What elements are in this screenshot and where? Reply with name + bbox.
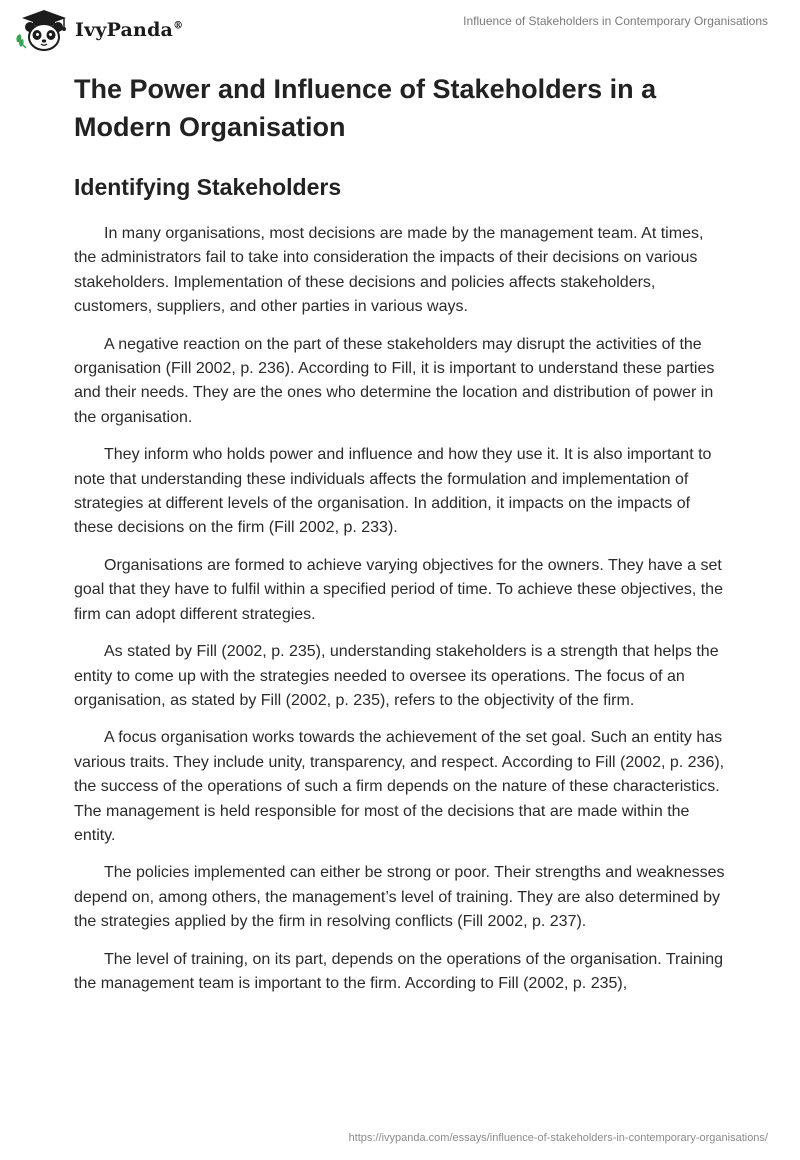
article-content xyxy=(74,70,726,1009)
article-title: The Power and Influence of Stakeholders in a Modern Organisation xyxy=(74,74,657,142)
paragraph: The level of training, on its part, depends on the operations of the organisation. Training the management team is important to the firm. According to Fill (2002, p. 235), xyxy=(74,950,724,992)
article-body xyxy=(74,222,726,996)
logo-wordmark xyxy=(75,19,183,41)
logo-text: IvyPanda xyxy=(75,19,174,41)
paragraph: As stated by Fill (2002, p. 235), understanding stakeholders is a strength that helps the entity to come up with the strategies needed to oversee its operations. The focus of an organisation, as stated by Fill (2002, p. 235), refers to the objectivity of the firm. xyxy=(74,643,719,709)
document-title: Influence of Stakeholders in Contemporary Organisations xyxy=(463,14,768,28)
section-heading: Identifying Stakeholders xyxy=(74,174,342,200)
ivypanda-logo[interactable] xyxy=(14,8,183,52)
page-header xyxy=(0,0,800,62)
paragraph: They inform who holds power and influence and how they use it. It is also important to note that understanding these individuals affects the formulation and implementation of strategies at different levels of the organisation. In addition, it impacts on the impacts of these decisions on the firm (Fill 2002, p. 233). xyxy=(74,446,712,537)
source-url-link[interactable]: https://ivypanda.com/essays/influence-of-stakeholders-in-contemporary-organisations/ xyxy=(348,1132,768,1144)
paragraph: The policies implemented can either be strong or poor. Their strengths and weaknesses depend on, among others, the management’s level of training. They are also determined by the strategies applied by the firm in resolving conflicts (Fill 2002, p. 237). xyxy=(74,864,725,931)
panda-graduate-icon xyxy=(14,8,72,52)
paragraph: In many organisations, most decisions are made by the management team. At times, the administrators fail to take into consideration the impacts of their decisions on various stakeholders. Implementation of these decisions and policies affects stakeholders, customers, suppliers, and other parties in various ways. xyxy=(74,225,704,316)
paragraph: A focus organisation works towards the achievement of the set goal. Such an entity has various traits. They include unity, transparency, and respect. According to Fill (2002, p. 236), the success of the operations of such a firm depends on the nature of these characteristics. The management is held responsible for most of the decisions that are made within the entity. xyxy=(74,729,725,844)
registered-mark: ® xyxy=(173,20,184,32)
paragraph: Organisations are formed to achieve varying objectives for the owners. They have a set goal that they have to fulfil within a specified period of time. To achieve these objectives, the firm can adopt different strategies. xyxy=(74,556,723,623)
paragraph: A negative reaction on the part of these stakeholders may disrupt the activities of the organisation (Fill 2002, p. 236). According to Fill, it is important to understand these parties and their needs. They are the ones who determine the location and distribution of power in the organisation. xyxy=(74,335,715,426)
